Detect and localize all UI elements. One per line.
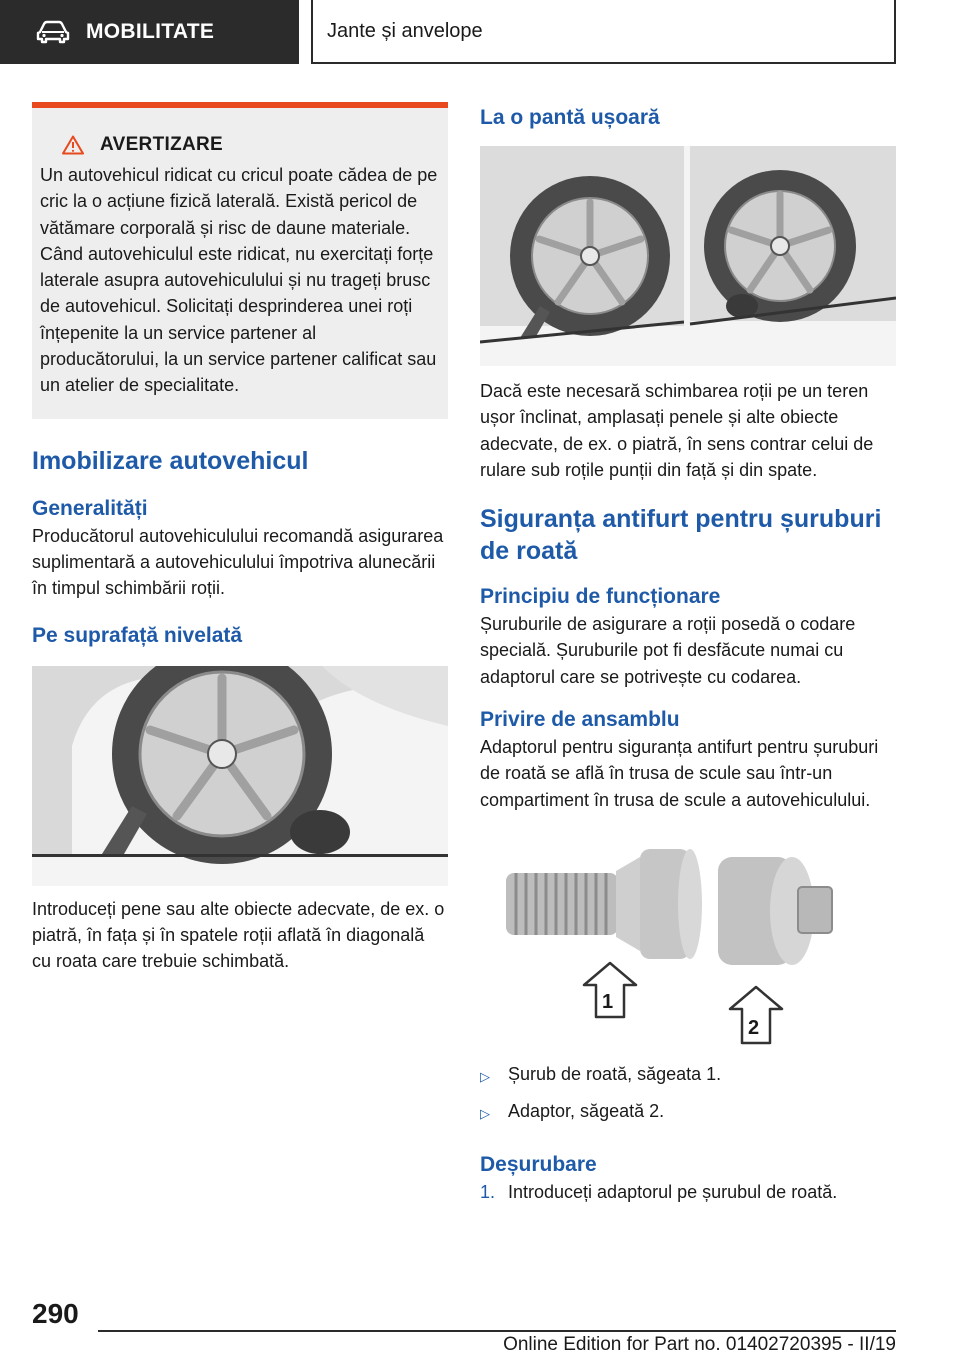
page-number: 290 [32,1298,79,1329]
heading-immobilize: Imobilizare autovehicul [32,446,309,475]
left-column [32,102,448,974]
illustration-bolt-adapter [480,831,896,1051]
paragraph-general: Producătorul autovehiculului recomandă asigurarea suplimentară a autovehiculului împotriva alunecării în timpul schimbării roții. [32,525,444,599]
warning-triangle-icon [62,135,84,155]
legend-list [480,1061,896,1127]
heading-unscrew: Deșurubare [480,1152,597,1176]
triangle-bullet-icon: ▷ [480,1068,490,1084]
steps-list [480,1179,896,1205]
footer-edition: Online Edition for Part no. 01402720395 - II/19 [503,1334,896,1355]
right-column [480,102,896,1205]
figure-slope [480,146,896,366]
heading-principle: Principiu de funcționare [480,585,721,609]
warning-box [32,102,448,419]
heading-slope: La o pantă ușoară [480,106,660,129]
list-item: ▷ Adaptor, săgeată 2. [480,1098,896,1127]
heading-wheel-lock: Siguranța antifurt pentru șuruburi de roată [480,505,882,566]
paragraph-principle: Șuruburile de asigurare a roții posedă o codare specială. Șuruburile pot fi desfăcute numai cu adaptorul care se potrivește cu codarea. [480,614,856,687]
header-section-tab [0,0,299,64]
section-title: MOBILITATE [86,20,215,43]
header-chapter-tab [311,0,896,64]
chapter-title: Jante și anvelope [327,19,483,42]
list-item: 1. Introduceți adaptorul pe șurubul de roată. [480,1181,838,1202]
arrow-1-label: 1 [602,990,614,1013]
list-item: ▷ Șurub de roată, săgeata 1. [480,1061,896,1090]
illustration-wheels-slope [480,146,896,366]
footer-divider [98,1330,896,1332]
car-icon [36,20,70,44]
paragraph-slope: Dacă este necesară schimbarea roții pe un teren ușor înclinat, amplasați penele și alte obiecte adecvate, de ex. o piatră, în sens contrar celui de rulare sub roțile punții din față și din spate. [480,381,874,480]
arrow-2-label: 2 [748,1016,760,1039]
heading-overview: Privire de ansamblu [480,708,680,732]
warning-text: Un autovehicul ridicat cu cricul poate cădea de pe cric la o acțiune fizică laterală. Există pericol de vătămare corporală și risc de daune materiale. Când autovehiculul este ridicat, nu exercitați forțe laterale asupra autovehiculului și nu trageți brusc de autovehicul. Solicitați desprinderea unei roți înțepenite la un service partener al producătorului, la un service partener calificat sau un atelier de specialitate. [40,165,438,396]
figure-flat-surface [32,666,448,886]
paragraph-flat-surface: Introduceți pene sau alte obiecte adecvate, de ex. o piatră, în fața și în spatele roții aflată în diagonală cu roata care trebuie schimbată. [32,898,445,972]
heading-flat-surface: Pe suprafață nivelată [32,623,243,647]
paragraph-overview: Adaptorul pentru siguranța antifurt pentru șuruburi de roată se află în trusa de scule sau într-un compartiment în trusa de scule a autovehiculului. [480,737,879,810]
figure-bolt-adapter [480,831,896,1051]
warning-title: AVERTIZARE [100,134,223,155]
heading-general: Generalități [32,496,148,520]
triangle-bullet-icon: ▷ [480,1105,490,1121]
illustration-wheel-flat [32,666,448,886]
